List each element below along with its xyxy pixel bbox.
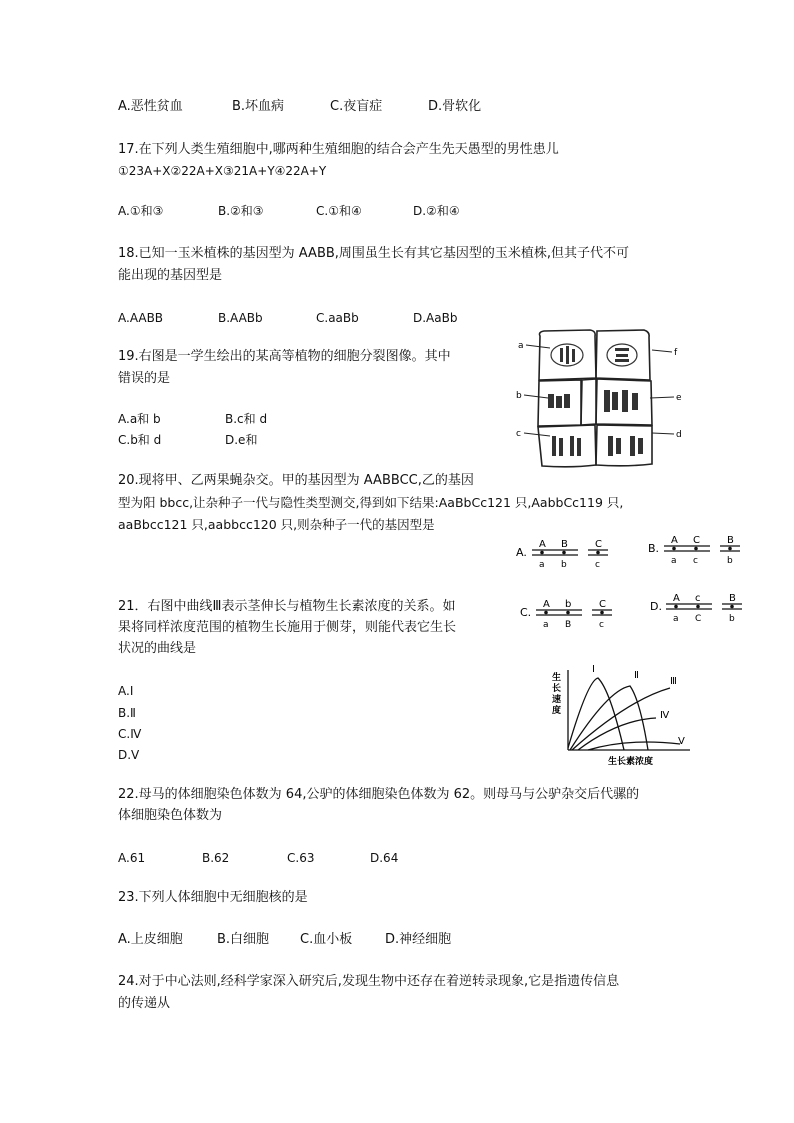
choice-label: D. <box>650 600 662 613</box>
q18-option-b: B.AABb <box>218 311 263 325</box>
allele-top: b <box>565 599 572 610</box>
growth-curve-graph <box>548 660 698 768</box>
q18-option-d: D.AaBb <box>413 311 458 325</box>
allele-bottom: c <box>595 560 600 570</box>
genotype-choices-figure <box>516 522 758 630</box>
curve-label-IV: Ⅳ <box>660 710 670 721</box>
q19-option-a: A.a和 b <box>118 412 161 426</box>
centromere-dot <box>600 611 604 615</box>
figure-label-e: e <box>676 393 682 403</box>
q16-option-a: A.恶性贫血 <box>118 99 183 114</box>
q22-option-c: C.63 <box>287 851 315 865</box>
allele-top: C <box>595 539 602 550</box>
q16-option-d: D.骨软化 <box>428 99 482 114</box>
figure-label-c: c <box>516 429 521 439</box>
choice-label: B. <box>648 542 660 555</box>
q17-option-a: A.①和③ <box>118 204 164 218</box>
allele-bottom: b <box>729 614 735 624</box>
figure-label-f: f <box>674 348 678 358</box>
centromere-dot <box>694 547 698 551</box>
ylabel-char-4: 度 <box>552 706 562 716</box>
q20-stem-line2: 型为阳 bbcc,让杂种子一代与隐性类型测交,得到如下结果:AaBbCc121 只,AabbCc119 只, <box>118 495 624 510</box>
q18-option-a: A.AABB <box>118 311 164 325</box>
q23-option-d: D.神经细胞 <box>385 932 452 947</box>
centromere-dot <box>596 551 600 555</box>
allele-top: B <box>729 593 736 604</box>
allele-top: A <box>671 535 678 546</box>
allele-bottom: C <box>695 614 702 624</box>
allele-bottom: c <box>599 620 604 630</box>
q17-option-d: D.②和④ <box>413 204 460 218</box>
q18-option-c: C.aaBb <box>316 311 359 325</box>
ylabel-char-1: 生 <box>552 673 562 683</box>
q16-option-b: B.坏血病 <box>232 99 285 114</box>
q21-option-c: C.Ⅳ <box>118 727 142 741</box>
q19-option-d: D.e和 <box>225 433 258 447</box>
q21-stem-line2: 果将同样浓度范围的植物生长施用于侧芽，则能代表它生长 <box>118 620 457 635</box>
ylabel-char-3: 速 <box>552 695 562 705</box>
q24-stem-line2: 的传递从 <box>118 996 171 1011</box>
q22-option-a: A.61 <box>118 851 146 865</box>
q21-stem-line1: 21．右图中曲线Ⅲ表示茎伸长与植物生长素浓度的关系。如 <box>118 599 456 614</box>
allele-bottom: b <box>727 556 733 566</box>
allele-bottom: a <box>671 556 677 566</box>
choice-label: C. <box>520 606 532 619</box>
figure-label-d: d <box>676 430 682 440</box>
q20-stem-line3: aaBbcc121 只,aabbcc120 只,则杂种子一代的基因型是 <box>118 517 435 532</box>
cell-division-figure <box>512 328 688 470</box>
allele-top: B <box>727 535 734 546</box>
q21-option-d: D.Ⅴ <box>118 748 140 762</box>
centromere-dot <box>728 547 732 551</box>
allele-bottom: c <box>693 556 698 566</box>
q23-option-a: A.上皮细胞 <box>118 932 183 947</box>
q21-stem-line3: 状况的曲线是 <box>118 641 197 656</box>
allele-bottom: B <box>565 620 572 630</box>
q17-stem: 17.在下列人类生殖细胞中,哪两种生殖细胞的结合会产生先天愚型的男性患儿 <box>118 142 559 157</box>
q22-option-d: D.64 <box>370 851 399 865</box>
q18-stem-line2: 能出现的基因型是 <box>118 268 223 283</box>
allele-top: B <box>561 539 568 550</box>
xlabel: 生长素浓度 <box>608 757 654 767</box>
centromere-dot <box>544 611 548 615</box>
q24-stem-line1: 24.对于中心法则,经科学家深入研究后,发现生物中还存在着逆转录现象,它是指遗传信息 <box>118 974 620 989</box>
centromere-dot <box>540 551 544 555</box>
q21-option-b: B.Ⅱ <box>118 706 136 720</box>
allele-top: A <box>543 599 550 610</box>
curve-label-II: Ⅱ <box>634 670 639 681</box>
allele-top: c <box>695 593 701 604</box>
centromere-dot <box>562 551 566 555</box>
allele-bottom: a <box>673 614 679 624</box>
q23-option-c: C.血小板 <box>300 932 353 947</box>
figure-label-a: a <box>518 341 524 351</box>
q23-stem: 23.下列人体细胞中无细胞核的是 <box>118 890 308 905</box>
curve-label-V: Ⅴ <box>678 736 685 747</box>
centromere-dot <box>696 605 700 609</box>
q21-option-a: A.Ⅰ <box>118 684 134 698</box>
q22-option-b: B.62 <box>202 851 230 865</box>
allele-bottom: a <box>539 560 545 570</box>
q20-stem-line1: 20.现将甲、乙两果蝇杂交。甲的基因型为 AABBCC,乙的基因 <box>118 473 474 488</box>
q19-option-c: C.b和 d <box>118 433 162 447</box>
q17-option-b: B.②和③ <box>218 204 264 218</box>
q19-stem-line2: 错误的是 <box>118 371 171 386</box>
ylabel-char-2: 长 <box>552 684 562 694</box>
q22-stem-line2: 体细胞染色体数为 <box>118 808 223 823</box>
choice-label: A. <box>516 546 527 559</box>
centromere-dot <box>672 547 676 551</box>
q16-option-c: C.夜盲症 <box>330 99 383 114</box>
allele-top: A <box>673 593 680 604</box>
q23-option-b: B.白细胞 <box>217 932 270 947</box>
allele-top: C <box>693 535 700 546</box>
curve-label-I: Ⅰ <box>592 664 595 675</box>
allele-top: C <box>599 599 606 610</box>
q18-stem-line1: 18.已知一玉米植株的基因型为 AABB,周围虽生长有其它基因型的玉米植株,但其子代不可 <box>118 246 630 261</box>
centromere-dot <box>566 611 570 615</box>
q22-stem-line1: 22.母马的体细胞染色体数为 64,公驴的体细胞染色体数为 62。则母马与公驴杂交后代骡的 <box>118 787 640 802</box>
curve-label-III: Ⅲ <box>670 676 677 687</box>
centromere-dot <box>674 605 678 609</box>
centromere-dot <box>730 605 734 609</box>
q17-option-c: C.①和④ <box>316 204 362 218</box>
q17-items: ①23A+X②22A+X③21A+Y④22A+Y <box>118 164 327 178</box>
q19-option-b: B.c和 d <box>225 412 268 426</box>
allele-bottom: b <box>561 560 567 570</box>
curve-II <box>570 686 648 750</box>
allele-bottom: a <box>543 620 549 630</box>
curve-V <box>588 742 680 750</box>
allele-top: A <box>539 539 546 550</box>
figure-label-b: b <box>516 391 522 401</box>
q19-stem-line1: 19.右图是一学生绘出的某高等植物的细胞分裂图像。其中 <box>118 349 451 364</box>
curve-III <box>572 688 670 750</box>
